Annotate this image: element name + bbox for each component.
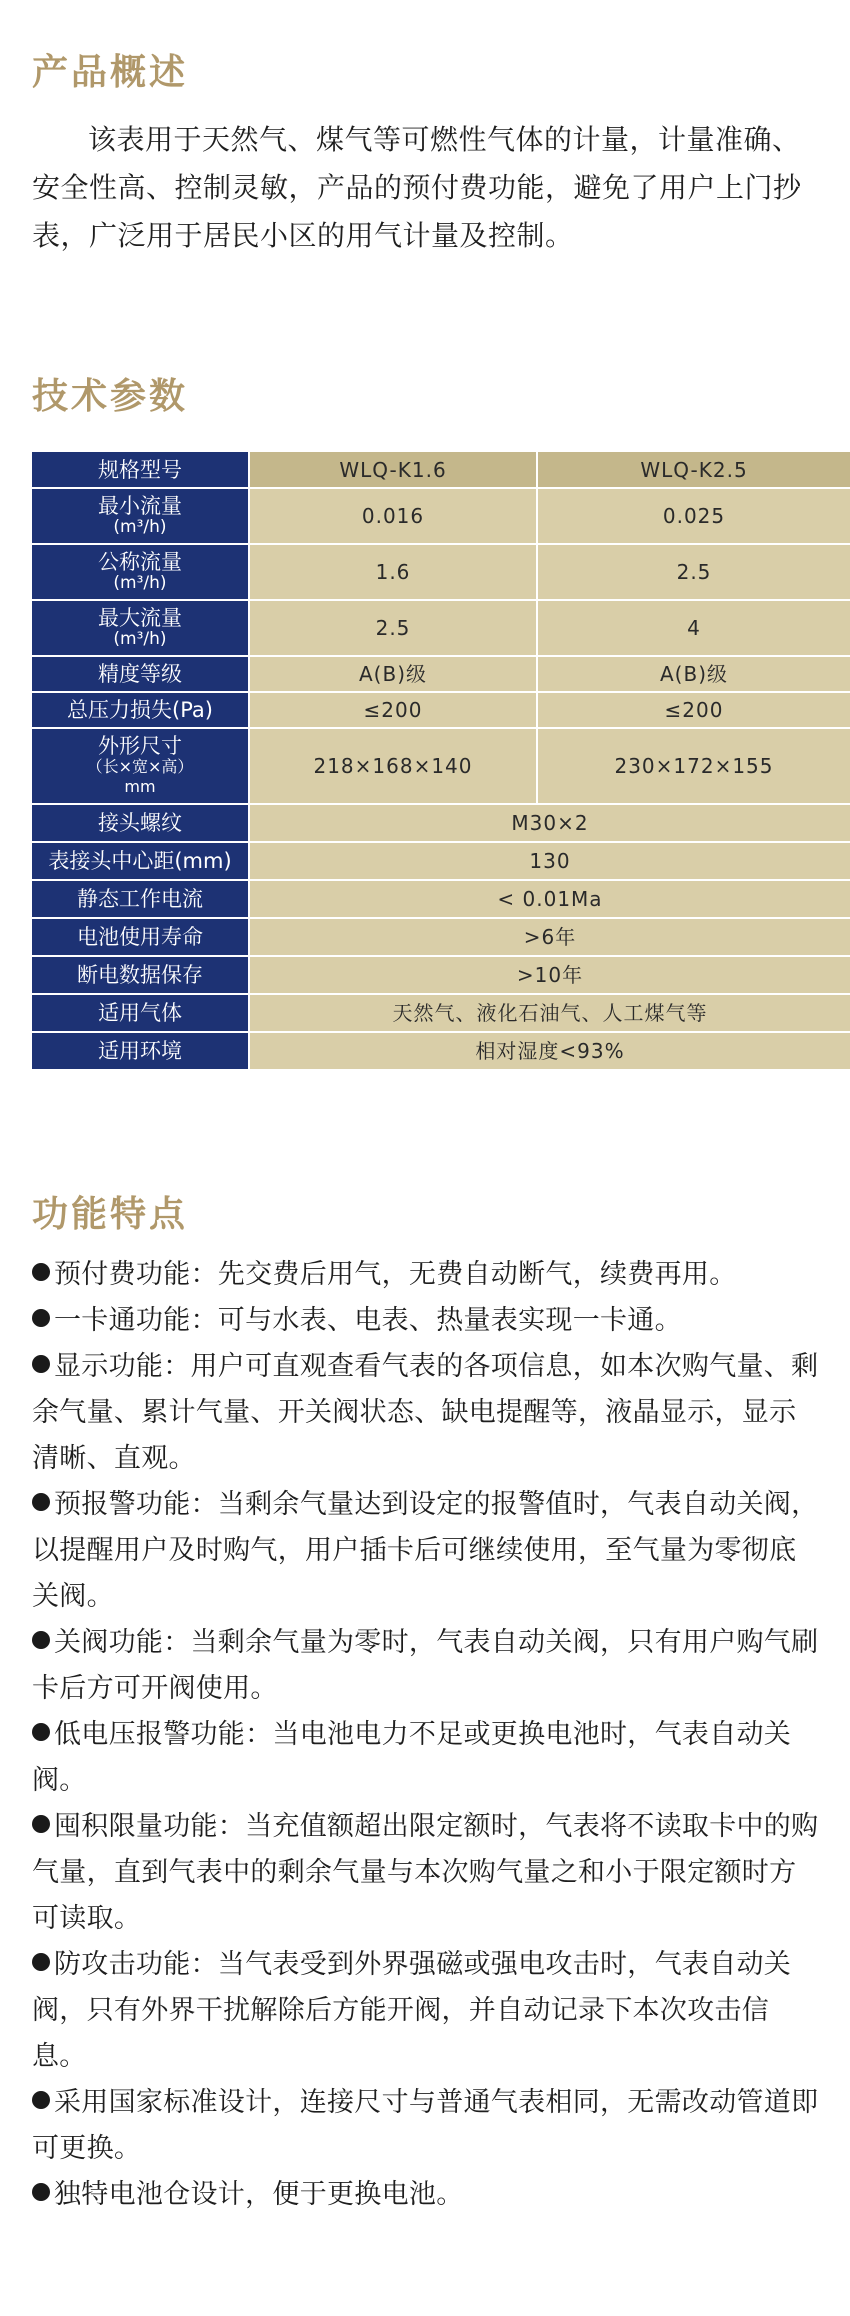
spec-value: 天然气、液化石油气、人工煤气等: [249, 994, 850, 1032]
list-item: [32, 1252, 822, 1298]
list-item: [32, 1482, 822, 1620]
table-row: [32, 994, 850, 1032]
model-1: WLQ-K1.6: [249, 452, 537, 488]
spec-label: 规格型号: [32, 452, 249, 488]
spec-label: [32, 728, 249, 804]
spec-value: >10年: [249, 956, 850, 994]
list-item: [32, 1942, 822, 2080]
overview-title: 产品概述: [32, 52, 189, 93]
feature-text: 囤积限量功能：当充值额超出限定额时，气表将不读取卡中的购气量，直到气表中的剩余气量与本次购气量之和小于限定额时方可读取。: [32, 1811, 819, 1934]
spec-label: [32, 544, 249, 600]
bullet-icon: [32, 1309, 50, 1327]
bullet-icon: [32, 2091, 50, 2109]
feature-text: 防攻击功能：当气表受到外界强磁或强电攻击时，气表自动关阀，只有外界干扰解除后方能开阀，并自动记录下本次攻击信息。: [32, 1949, 792, 2072]
bullet-icon: [32, 1355, 50, 1373]
features-title: 功能特点: [32, 1194, 189, 1235]
spec-value: 0.016: [249, 488, 537, 544]
spec-label-text: 外形尺寸: [98, 734, 182, 758]
bullet-icon: [32, 2183, 50, 2201]
spec-value: ≤200: [537, 692, 850, 728]
bullet-icon: [32, 1263, 50, 1281]
table-row: [32, 804, 850, 842]
table-row: [32, 656, 850, 692]
table-row: [32, 488, 850, 544]
spec-value: 230×172×155: [537, 728, 850, 804]
spec-unit: (m³/h): [113, 573, 167, 593]
spec-value: < 0.01Ma: [249, 880, 850, 918]
feature-text: 预付费功能：先交费后用气，无费自动断气，续费再用。: [54, 1259, 737, 1290]
bullet-icon: [32, 1631, 50, 1649]
table-row: [32, 600, 850, 656]
spec-sub: mm: [124, 777, 156, 796]
table-row: [32, 452, 850, 488]
specs-title: 技术参数: [32, 376, 189, 417]
list-item: [32, 1712, 822, 1804]
spec-label: 断电数据保存: [32, 956, 249, 994]
spec-label: [32, 600, 249, 656]
table-row: [32, 544, 850, 600]
table-row: [32, 842, 850, 880]
feature-text: 采用国家标准设计，连接尺寸与普通气表相同，无需改动管道即可更换。: [32, 2087, 819, 2164]
spec-value: >6年: [249, 918, 850, 956]
spec-label-text: 最大流量: [98, 606, 182, 630]
table-row: [32, 918, 850, 956]
spec-value: M30×2: [249, 804, 850, 842]
spec-unit: (m³/h): [113, 629, 167, 649]
table-row: [32, 692, 850, 728]
spec-label: 适用环境: [32, 1032, 249, 1070]
overview-text: 该表用于天然气、煤气等可燃性气体的计量，计量准确、安全性高、控制灵敏，产品的预付费功能，避免了用户上门抄表，广泛用于居民小区的用气计量及控制。: [32, 123, 802, 252]
spec-label-text: 最小流量: [98, 494, 182, 518]
feature-text: 显示功能：用户可直观查看气表的各项信息，如本次购气量、剩余气量、累计气量、开关阀状态、缺电提醒等，液晶显示，显示清晰、直观。: [32, 1351, 819, 1474]
spec-label: 适用气体: [32, 994, 249, 1032]
bullet-icon: [32, 1723, 50, 1741]
feature-text: 关阀功能：当剩余气量为零时，气表自动关阀，只有用户购气刷卡后方可开阀使用。: [32, 1627, 819, 1704]
features-list: [32, 1252, 822, 2218]
spec-label: 总压力损失(Pa): [32, 692, 249, 728]
table-row: [32, 956, 850, 994]
spec-value: 130: [249, 842, 850, 880]
table-row: [32, 1032, 850, 1070]
feature-text: 预报警功能：当剩余气量达到设定的报警值时，气表自动关阀，以提醒用户及时购气，用户插卡后可继续使用，至气量为零彻底关阀。: [32, 1489, 819, 1612]
spec-label: 静态工作电流: [32, 880, 249, 918]
list-item: [32, 1620, 822, 1712]
list-item: [32, 1344, 822, 1482]
spec-value: 0.025: [537, 488, 850, 544]
feature-text: 独特电池仓设计，便于更换电池。: [54, 2179, 464, 2210]
list-item: [32, 2080, 822, 2172]
spec-label: 精度等级: [32, 656, 249, 692]
list-item: [32, 2172, 822, 2218]
spec-value: A(B)级: [537, 656, 850, 692]
spec-label: [32, 488, 249, 544]
spec-value: 2.5: [249, 600, 537, 656]
table-row: [32, 728, 850, 804]
bullet-icon: [32, 1815, 50, 1833]
list-item: [32, 1298, 822, 1344]
spec-label: 表接头中心距(mm): [32, 842, 249, 880]
spec-label: 电池使用寿命: [32, 918, 249, 956]
spec-table: [32, 452, 850, 1071]
feature-text: 低电压报警功能：当电池电力不足或更换电池时，气表自动关阀。: [32, 1719, 792, 1796]
spec-value: 218×168×140: [249, 728, 537, 804]
spec-value: A(B)级: [249, 656, 537, 692]
bullet-icon: [32, 1493, 50, 1511]
list-item: [32, 1804, 822, 1942]
spec-sub: （长×宽×高）: [86, 757, 194, 776]
spec-value: 相对湿度<93%: [249, 1032, 850, 1070]
spec-unit: (m³/h): [113, 517, 167, 537]
spec-value: ≤200: [249, 692, 537, 728]
bullet-icon: [32, 1953, 50, 1971]
spec-value: 4: [537, 600, 850, 656]
spec-label-text: 公称流量: [98, 550, 182, 574]
table-row: [32, 880, 850, 918]
model-2: WLQ-K2.5: [537, 452, 850, 488]
spec-value: 2.5: [537, 544, 850, 600]
spec-label: 接头螺纹: [32, 804, 249, 842]
spec-value: 1.6: [249, 544, 537, 600]
feature-text: 一卡通功能：可与水表、电表、热量表实现一卡通。: [54, 1305, 682, 1336]
